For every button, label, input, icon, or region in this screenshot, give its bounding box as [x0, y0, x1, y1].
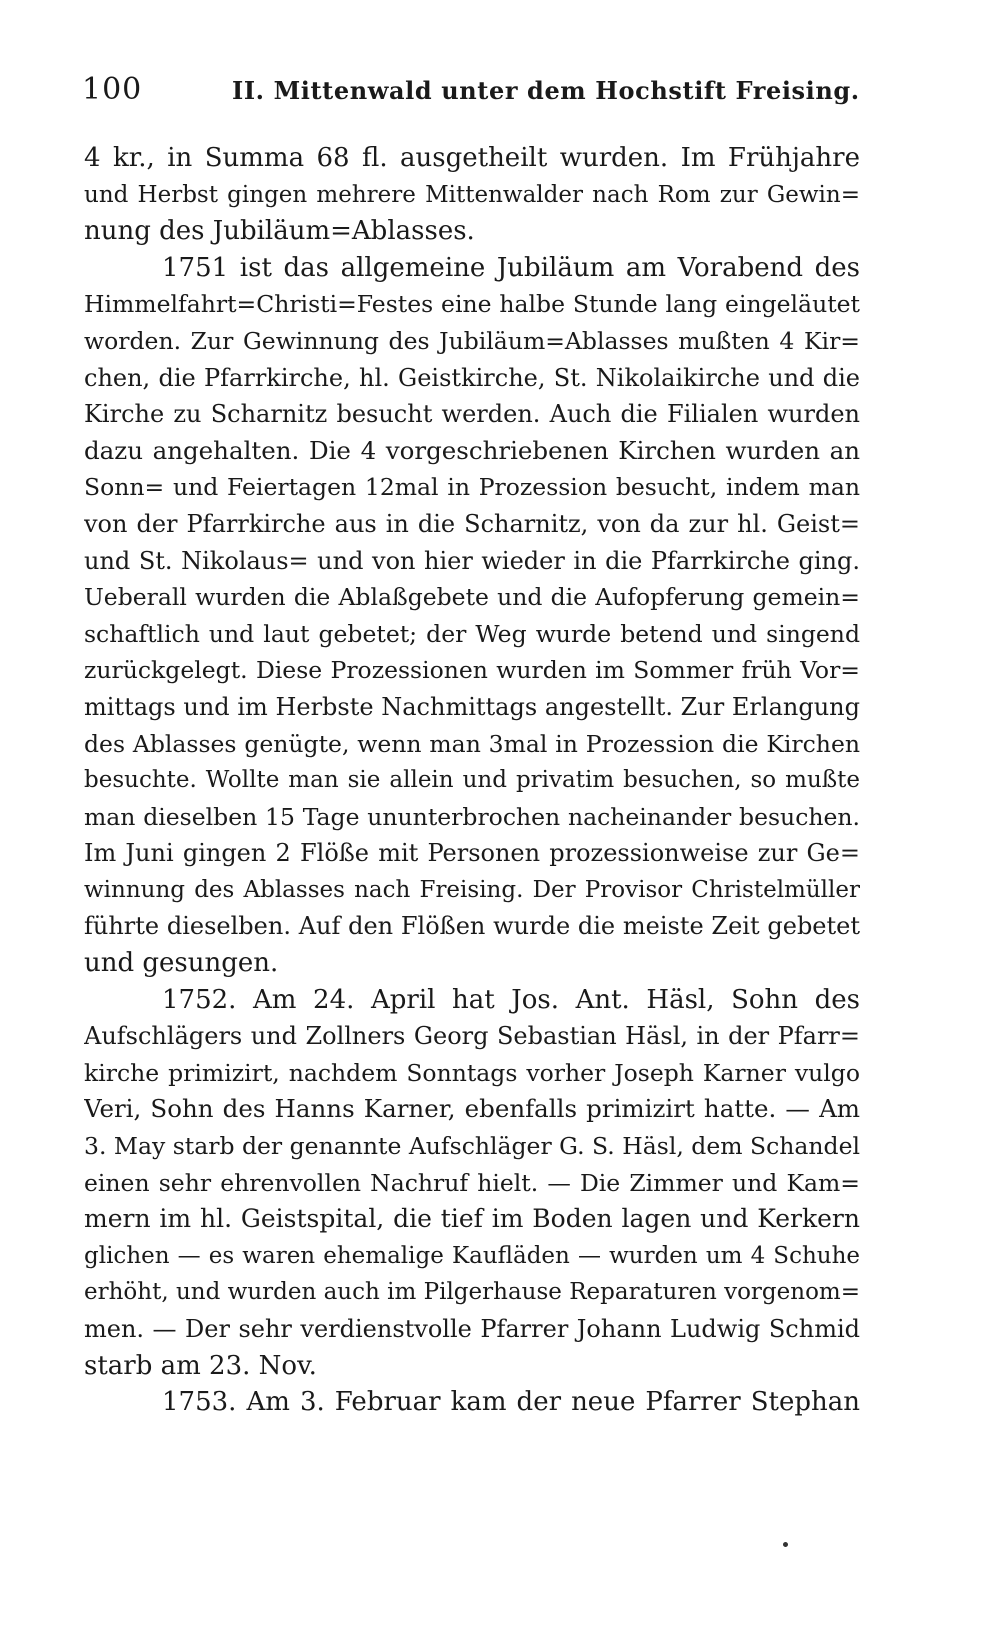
text-line: man dieselben 15 Tage ununterbrochen nacheinander besuchen.	[84, 802, 860, 831]
text-line: 1751 ist das allgemeine Jubiläum am Vorabend des	[162, 252, 860, 283]
text-line: Sonn= und Feiertagen 12mal in Prozession besucht, indem man	[84, 473, 860, 502]
text-line: glichen — es waren ehemalige Kaufläden — wurden um 4 Schuhe	[84, 1242, 860, 1269]
text-line: 4 kr., in Summa 68 fl. ausgetheilt wurden. Im Frühjahre	[84, 143, 860, 173]
text-line: 1752. Am 24. April hat Jos. Ant. Häsl, Sohn des	[162, 984, 860, 1015]
text-line: und St. Nikolaus= und von hier wieder in die Pfarrkirche ging.	[84, 546, 860, 575]
text-line: chen, die Pfarrkirche, hl. Geistkirche, St. Nikolaikirche und die	[84, 363, 860, 392]
text-line: men. — Der sehr verdienstvolle Pfarrer Johann Ludwig Schmid	[84, 1315, 860, 1343]
text-line: dazu angehalten. Die 4 vorgeschriebenen Kirchen wurden an	[84, 435, 860, 465]
text-line: Veri, Sohn des Hanns Karner, ebenfalls primizirt hatte. — Am	[84, 1094, 860, 1124]
text-line: zurückgelegt. Diese Prozessionen wurden im Sommer früh Vor=	[84, 656, 860, 685]
text-line: schaftlich und laut gebetet; der Weg wurde betend und singend	[84, 619, 860, 648]
text-line: worden. Zur Gewinnung des Jubiläum=Ablasses mußten 4 Kir=	[84, 326, 860, 355]
text-line: und Herbst gingen mehrere Mittenwalder nach Rom zur Gewin=	[84, 181, 860, 208]
body-text	[84, 140, 860, 1421]
text-line: mittags und im Herbste Nachmittags angestellt. Zur Erlangung	[84, 692, 860, 721]
text-line: des Ablasses genügte, wenn man 3mal in Prozession die Kirchen	[84, 729, 860, 758]
print-speck	[782, 1541, 789, 1548]
text-line: Kirche zu Scharnitz besucht werden. Auch die Filialen wurden	[84, 400, 860, 429]
text-line: führte dieselben. Auf den Flößen wurde die meiste Zeit gebetet	[84, 912, 860, 941]
text-line: Aufschlägers und Zollners Georg Sebastian Häsl, in der Pfarr=	[84, 1022, 860, 1051]
text-line: 3. May starb der genannte Aufschläger G. S. Häsl, dem Schandel	[84, 1132, 860, 1161]
text-line: besuchte. Wollte man sie allein und privatim besuchen, so mußte	[84, 767, 860, 794]
text-line: erhöht, und wurden auch im Pilgerhause Reparaturen vorgenom=	[84, 1279, 860, 1306]
text-line: Himmelfahrt=Christi=Festes eine halbe Stunde lang eingeläutet	[84, 290, 860, 319]
text-line: winnung des Ablasses nach Freising. Der Provisor Christelmüller	[84, 876, 860, 903]
text-line: und gesungen.	[84, 948, 279, 979]
running-title: II. Mittenwald unter dem Hochstift Freising.	[232, 76, 860, 105]
text-line: starb am 23. Nov.	[84, 1350, 317, 1381]
page-header	[82, 68, 862, 118]
text-line: einen sehr ehrenvollen Nachruf hielt. — Die Zimmer und Kam=	[84, 1168, 860, 1197]
page-number: 100	[82, 72, 143, 107]
text-line: mern im hl. Geistspital, die tief im Boden lagen und Kerkern	[84, 1204, 860, 1234]
text-line: Ueberall wurden die Ablaßgebete und die Aufopferung gemein=	[84, 583, 860, 612]
text-line: von der Pfarrkirche aus in die Scharnitz, von da zur hl. Geist=	[84, 509, 860, 538]
text-line: 1753. Am 3. Februar kam der neue Pfarrer Stephan	[162, 1387, 860, 1418]
text-line: nung des Jubiläum=Ablasses.	[84, 216, 475, 247]
text-line: kirche primizirt, nachdem Sonntags vorher Joseph Karner vulgo	[84, 1058, 860, 1087]
text-line: Im Juni gingen 2 Flöße mit Personen prozessionweise zur Ge=	[84, 839, 860, 868]
